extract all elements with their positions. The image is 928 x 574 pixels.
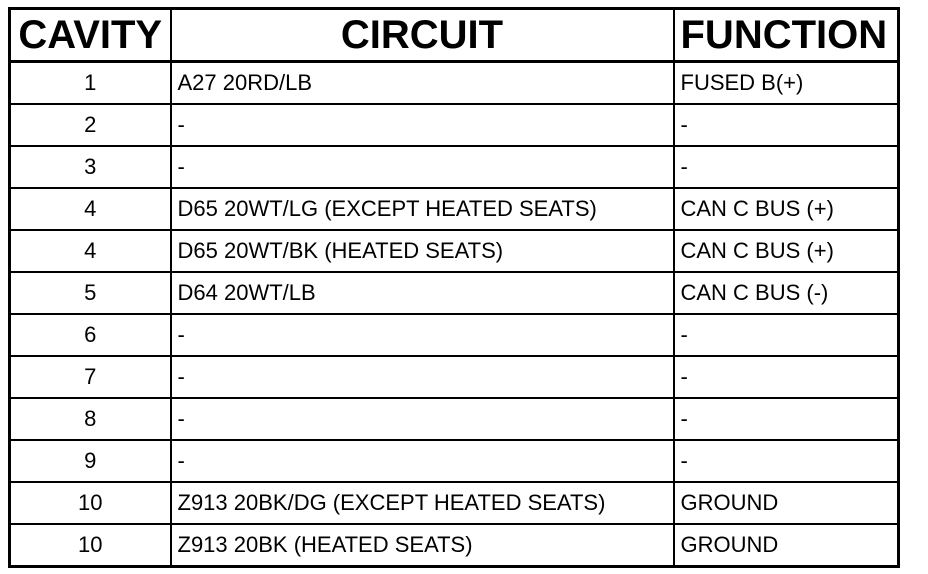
header-circuit: CIRCUIT (171, 9, 674, 62)
cavity-cell: 5 (10, 272, 171, 314)
cavity-cell: 4 (10, 188, 171, 230)
circuit-cell: D65 20WT/LG (EXCEPT HEATED SEATS) (171, 188, 674, 230)
cavity-cell: 2 (10, 104, 171, 146)
function-cell: CAN C BUS (+) (674, 188, 899, 230)
table-row (10, 62, 899, 105)
connector-pinout-table (8, 7, 900, 568)
circuit-cell: - (171, 440, 674, 482)
function-cell: - (674, 104, 899, 146)
circuit-cell: Z913 20BK/DG (EXCEPT HEATED SEATS) (171, 482, 674, 524)
function-cell: GROUND (674, 524, 899, 567)
circuit-cell: - (171, 104, 674, 146)
cavity-cell: 6 (10, 314, 171, 356)
cavity-cell: 3 (10, 146, 171, 188)
circuit-cell: - (171, 356, 674, 398)
table-row (10, 272, 899, 314)
table-row (10, 314, 899, 356)
table-row (10, 188, 899, 230)
cavity-cell: 1 (10, 62, 171, 105)
header-row (10, 9, 899, 62)
circuit-cell: - (171, 146, 674, 188)
table-row (10, 440, 899, 482)
function-cell: FUSED B(+) (674, 62, 899, 105)
header-cavity: CAVITY (10, 9, 171, 62)
function-cell: - (674, 398, 899, 440)
cavity-cell: 8 (10, 398, 171, 440)
function-cell: - (674, 146, 899, 188)
function-cell: - (674, 314, 899, 356)
function-cell: GROUND (674, 482, 899, 524)
circuit-cell: D64 20WT/LB (171, 272, 674, 314)
cavity-cell: 10 (10, 482, 171, 524)
table-row (10, 230, 899, 272)
cavity-cell: 4 (10, 230, 171, 272)
cavity-cell: 10 (10, 524, 171, 567)
table-row (10, 104, 899, 146)
table-row (10, 524, 899, 567)
table-row (10, 356, 899, 398)
table-row (10, 482, 899, 524)
table-row (10, 146, 899, 188)
function-cell: - (674, 356, 899, 398)
cavity-cell: 9 (10, 440, 171, 482)
circuit-cell: - (171, 314, 674, 356)
function-cell: - (674, 440, 899, 482)
circuit-cell: Z913 20BK (HEATED SEATS) (171, 524, 674, 567)
table-row (10, 398, 899, 440)
circuit-cell: D65 20WT/BK (HEATED SEATS) (171, 230, 674, 272)
circuit-cell: A27 20RD/LB (171, 62, 674, 105)
function-cell: CAN C BUS (+) (674, 230, 899, 272)
function-cell: CAN C BUS (-) (674, 272, 899, 314)
cavity-cell: 7 (10, 356, 171, 398)
circuit-cell: - (171, 398, 674, 440)
header-function: FUNCTION (674, 9, 899, 62)
